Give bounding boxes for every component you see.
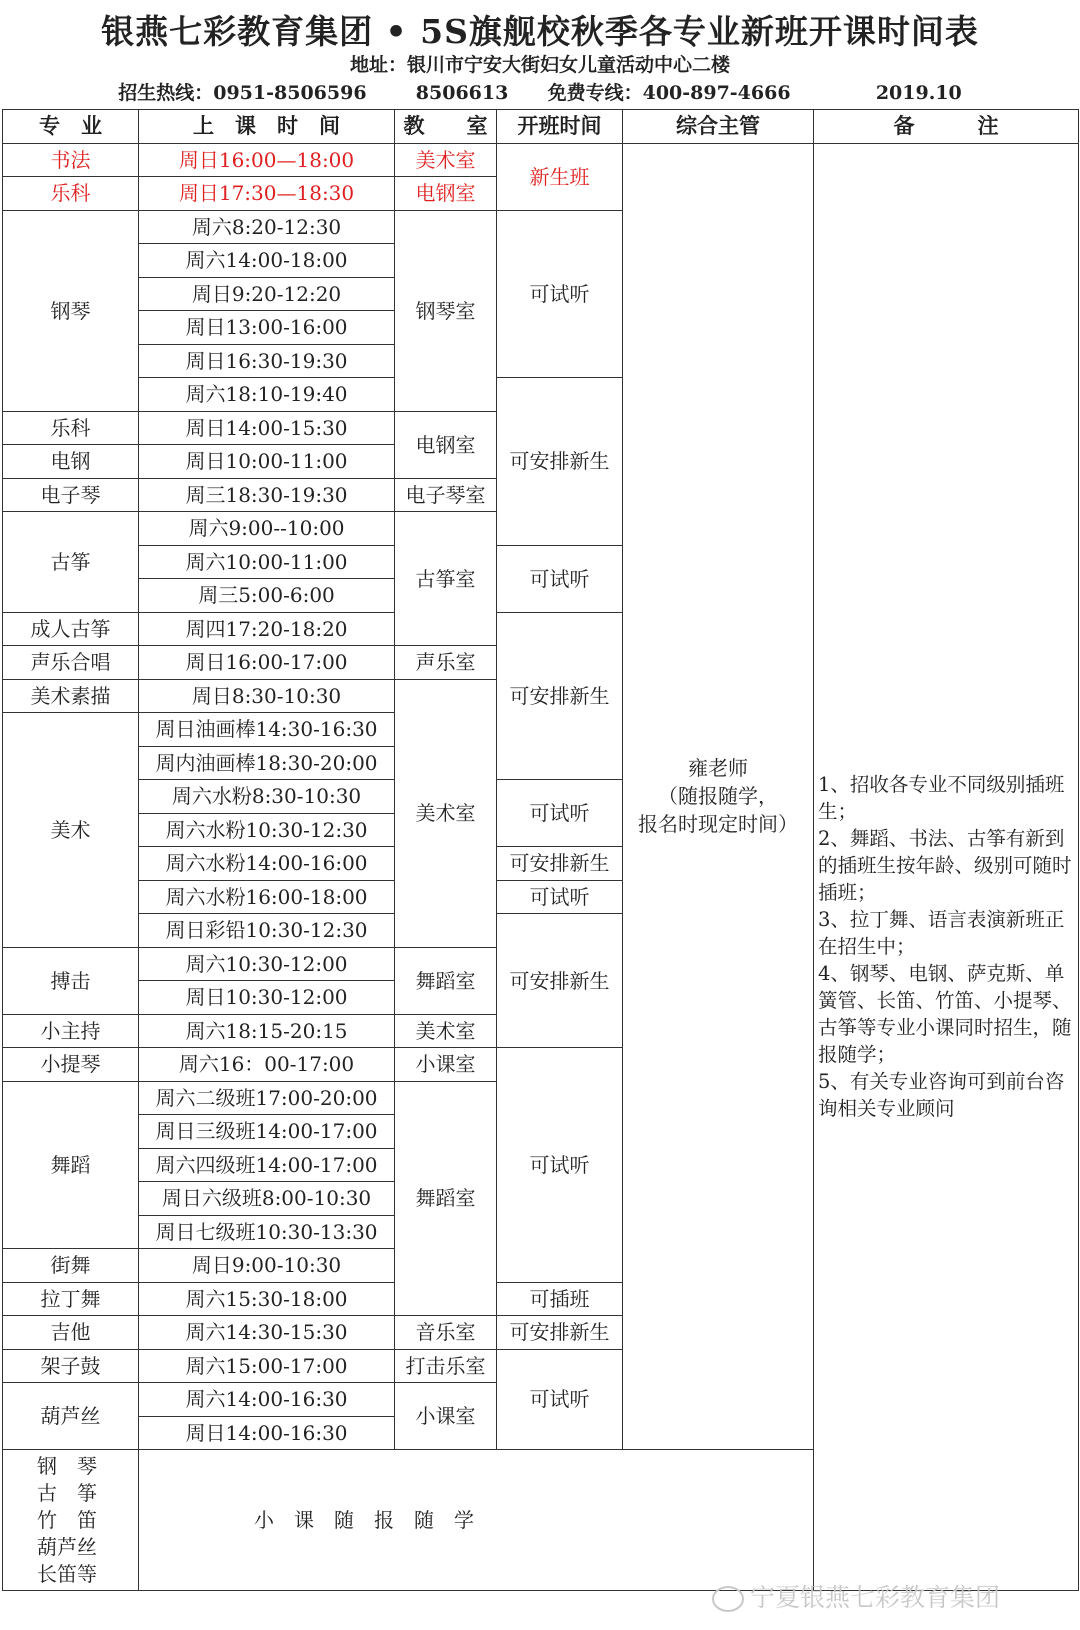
time-cell: 周日14:00-15:30 xyxy=(139,411,395,445)
manager-name: 雍老师 xyxy=(688,756,748,781)
major-cell: 电钢 xyxy=(3,445,139,479)
small-class-major: 钢 琴 xyxy=(37,1453,97,1478)
table-row xyxy=(3,143,1079,177)
time-cell: 周日油画棒14:30-16:30 xyxy=(139,713,395,747)
col-header-remarks: 备 注 xyxy=(814,110,1079,144)
major-cell: 美术素描 xyxy=(3,679,139,713)
status-cell: 可试听 xyxy=(497,1349,623,1450)
room-cell: 音乐室 xyxy=(395,1316,497,1350)
time-cell: 周六15:30-18:00 xyxy=(139,1282,395,1316)
free-line: 免费专线：400-897-4666 xyxy=(547,82,791,104)
hotline-secondary: 8506613 xyxy=(415,82,509,104)
room-cell: 电钢室 xyxy=(395,411,497,478)
time-cell: 周日10:00-11:00 xyxy=(139,445,395,479)
col-header-status: 开班时间 xyxy=(497,110,623,144)
time-cell: 周日14:00-16:30 xyxy=(139,1416,395,1450)
time-cell: 周日8:30-10:30 xyxy=(139,679,395,713)
room-cell: 美术室 xyxy=(395,679,497,947)
remark-item: 4、钢琴、电钢、萨克斯、单簧管、长笛、竹笛、小提琴、古筝等专业小课同时招生，随报随学； xyxy=(818,962,1072,1067)
time-cell: 周六10:00-11:00 xyxy=(139,545,395,579)
watermark xyxy=(712,1578,1000,1614)
wechat-icon xyxy=(712,1586,744,1612)
major-cell: 架子鼓 xyxy=(3,1349,139,1383)
major-cell: 舞蹈 xyxy=(3,1081,139,1249)
page-header xyxy=(0,0,1080,108)
time-cell: 周日三级班14:00-17:00 xyxy=(139,1115,395,1149)
time-cell: 周六16：00-17:00 xyxy=(139,1048,395,1082)
room-cell: 电钢室 xyxy=(395,177,497,211)
col-header-major: 专 业 xyxy=(3,110,139,144)
time-cell: 周日七级班10:30-13:30 xyxy=(139,1215,395,1249)
status-cell: 可试听 xyxy=(497,880,623,914)
major-cell: 古筝 xyxy=(3,512,139,613)
room-cell: 美术室 xyxy=(395,143,497,177)
small-class-major: 长笛等 xyxy=(37,1561,97,1586)
room-cell: 钢琴室 xyxy=(395,210,497,411)
time-cell: 周日六级班8:00-10:30 xyxy=(139,1182,395,1216)
major-cell: 拉丁舞 xyxy=(3,1282,139,1316)
status-cell: 可试听 xyxy=(497,780,623,847)
room-cell: 古筝室 xyxy=(395,512,497,646)
small-class-note: 小 课 随 报 随 学 xyxy=(139,1450,814,1591)
time-cell: 周六14:30-15:30 xyxy=(139,1316,395,1350)
time-cell: 周三18:30-19:30 xyxy=(139,478,395,512)
status-cell: 可试听 xyxy=(497,545,623,612)
room-cell: 小课室 xyxy=(395,1383,497,1450)
room-cell: 舞蹈室 xyxy=(395,1081,497,1316)
major-cell: 声乐合唱 xyxy=(3,646,139,680)
time-cell: 周六四级班14:00-17:00 xyxy=(139,1148,395,1182)
remark-item: 2、舞蹈、书法、古筝有新到的插班生按年龄、级别可随时插班； xyxy=(818,827,1072,905)
time-cell: 周六水粉10:30-12:30 xyxy=(139,813,395,847)
time-cell: 周日17:30—18:30 xyxy=(139,177,395,211)
status-cell: 可试听 xyxy=(497,210,623,378)
room-cell: 舞蹈室 xyxy=(395,947,497,1014)
status-cell: 可插班 xyxy=(497,1282,623,1316)
status-cell: 可安排新生 xyxy=(497,1316,623,1350)
time-cell: 周六水粉14:00-16:00 xyxy=(139,847,395,881)
time-cell: 周六15:00-17:00 xyxy=(139,1349,395,1383)
manager-cell xyxy=(623,143,814,1450)
remarks-cell xyxy=(814,143,1079,1591)
time-cell: 周日16:00-17:00 xyxy=(139,646,395,680)
time-cell: 周六8:20-12:30 xyxy=(139,210,395,244)
time-cell: 周六水粉8:30-10:30 xyxy=(139,780,395,814)
major-cell: 乐科 xyxy=(3,177,139,211)
time-cell: 周日9:00-10:30 xyxy=(139,1249,395,1283)
major-cell: 小主持 xyxy=(3,1014,139,1048)
time-cell: 周日13:00-16:00 xyxy=(139,311,395,345)
time-cell: 周六水粉16:00-18:00 xyxy=(139,880,395,914)
room-cell: 美术室 xyxy=(395,1014,497,1048)
major-cell: 书法 xyxy=(3,143,139,177)
major-cell: 吉他 xyxy=(3,1316,139,1350)
time-cell: 周六14:00-16:30 xyxy=(139,1383,395,1417)
schedule-date: 2019.10 xyxy=(875,82,962,104)
room-cell: 打击乐室 xyxy=(395,1349,497,1383)
status-cell: 新生班 xyxy=(497,143,623,210)
time-cell: 周日16:30-19:30 xyxy=(139,344,395,378)
major-cell: 乐科 xyxy=(3,411,139,445)
remark-item: 1、招收各专业不同级别插班生； xyxy=(818,773,1065,824)
major-cell: 街舞 xyxy=(3,1249,139,1283)
remark-item: 5、有关专业咨询可到前台咨询相关专业顾问 xyxy=(818,1070,1065,1121)
room-cell: 声乐室 xyxy=(395,646,497,680)
major-cell: 钢琴 xyxy=(3,210,139,411)
manager-note-1: （随报随学， xyxy=(658,784,778,809)
time-cell: 周三5:00-6:00 xyxy=(139,579,395,613)
status-cell: 可安排新生 xyxy=(497,847,623,881)
col-header-manager: 综合主管 xyxy=(623,110,814,144)
hotline-primary: 招生热线：0951-8506596 xyxy=(118,82,367,104)
address-line: 地址：银川市宁安大街妇女儿童活动中心二楼 xyxy=(349,54,730,76)
status-cell: 可安排新生 xyxy=(497,612,623,780)
major-cell: 搏击 xyxy=(3,947,139,1014)
status-cell: 可试听 xyxy=(497,1048,623,1283)
time-cell: 周日彩铅10:30-12:30 xyxy=(139,914,395,948)
time-cell: 周六18:10-19:40 xyxy=(139,378,395,412)
room-cell: 小课室 xyxy=(395,1048,497,1082)
col-header-room: 教 室 xyxy=(395,110,497,144)
time-cell: 周六18:15-20:15 xyxy=(139,1014,395,1048)
time-cell: 周六14:00-18:00 xyxy=(139,244,395,278)
room-cell: 电子琴室 xyxy=(395,478,497,512)
time-cell: 周六二级班17:00-20:00 xyxy=(139,1081,395,1115)
small-class-majors xyxy=(3,1450,139,1591)
page-title: 银燕七彩教育集团 • 5S旗舰校秋季各专业新班开课时间表 xyxy=(101,12,979,51)
schedule-table xyxy=(2,109,1079,1591)
time-cell: 周日16:00—18:00 xyxy=(139,143,395,177)
major-cell: 葫芦丝 xyxy=(3,1383,139,1450)
time-cell: 周日9:20-12:20 xyxy=(139,277,395,311)
small-class-major: 古 筝 xyxy=(37,1480,97,1505)
time-cell: 周六9:00--10:00 xyxy=(139,512,395,546)
major-cell: 电子琴 xyxy=(3,478,139,512)
major-cell: 美术 xyxy=(3,713,139,948)
time-cell: 周日10:30-12:00 xyxy=(139,981,395,1015)
manager-note-2: 报名时现定时间） xyxy=(638,812,798,837)
time-cell: 周内油画棒18:30-20:00 xyxy=(139,746,395,780)
status-cell: 可安排新生 xyxy=(497,378,623,546)
col-header-time: 上 课 时 间 xyxy=(139,110,395,144)
major-cell: 成人古筝 xyxy=(3,612,139,646)
time-cell: 周六10:30-12:00 xyxy=(139,947,395,981)
small-class-major: 竹 笛 xyxy=(37,1507,97,1532)
small-class-major: 葫芦丝 xyxy=(37,1534,97,1559)
watermark-text: 宁夏银燕七彩教育集团 xyxy=(750,1583,1001,1612)
time-cell: 周四17:20-18:20 xyxy=(139,612,395,646)
major-cell: 小提琴 xyxy=(3,1048,139,1082)
remark-item: 3、拉丁舞、语言表演新班正在招生中； xyxy=(818,908,1065,959)
table-header-row xyxy=(3,110,1079,144)
hotline-line xyxy=(0,78,1080,105)
status-cell: 可安排新生 xyxy=(497,914,623,1048)
